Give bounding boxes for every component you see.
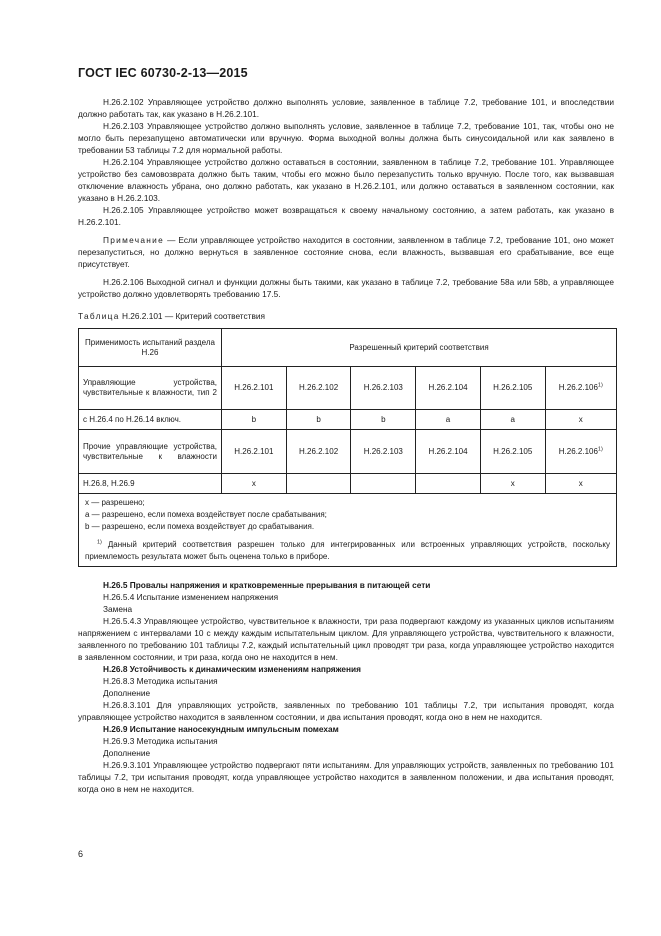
table-row xyxy=(79,367,617,410)
footnote-ref: 1) xyxy=(597,445,603,452)
table-cell xyxy=(416,474,481,494)
table-caption: Таблица Н.26.2.101 — Критерий соответствия xyxy=(78,311,265,321)
table-cell xyxy=(286,474,351,494)
section-heading: Н.26.5 Провалы напряжения и кратковременные прерывания в питающей сети xyxy=(103,580,431,590)
table-cell: x xyxy=(222,474,287,494)
table-cell: Н.26.2.102 xyxy=(286,430,351,474)
table-row xyxy=(79,410,617,430)
row-label: Управляющие устройства, чувствительные к влажности, тип 2 xyxy=(79,367,222,410)
note-paragraph xyxy=(78,234,614,270)
table-header-right: Разрешенный критерий соответствия xyxy=(222,329,617,367)
table-cell: x xyxy=(545,474,616,494)
table-cell: Н.26.2.106$^{1)}$ xyxy=(545,367,616,410)
section-heading: Н.26.9 Испытание наносекундным импульсным помехам xyxy=(103,724,339,734)
table-cell: b xyxy=(286,410,351,430)
document-header: ГОСТ IEC 60730-2-13—2015 xyxy=(78,66,248,80)
paragraph: Дополнение xyxy=(103,688,151,698)
row-label: с Н.26.4 по Н.26.14 включ. xyxy=(79,410,222,430)
paragraph: Н.26.2.104 Управляющее устройство должно оставаться в состоянии, заявленном в таблице 7.2, требование 101. Управляющее устройство без самовозврата должно быть таким, чтобы его можно было перезапустить только вручную. После того, как вызвавшая отключение влажность убрана, оно должно работать, как указано в Н.26.2.101, или должно оставаться в заявленном состоянии, как указано в Н.26.2.103. xyxy=(78,157,614,203)
table-cell: Н.26.2.105 xyxy=(480,430,545,474)
table-cell: x xyxy=(545,410,616,430)
footnote-ref: 1) xyxy=(597,382,603,389)
legend-item: a — разрешено, если помеха воздействует после срабатывания; xyxy=(85,510,327,519)
table-cell: Н.26.2.103 xyxy=(351,367,416,410)
paragraph: Н.26.8.3.101 Для управляющих устройств, заявленных по требованию 101 таблицы 7.2, три испытания проводят, когда управляющее устройство находится в заявленном состоянии, и два испытания проводят, когда оно в нем не находится. xyxy=(78,700,614,722)
subsection-heading: Н.26.8.3 Методика испытания xyxy=(103,676,218,686)
table-cell: Н.26.2.102 xyxy=(286,367,351,410)
paragraph: Н.26.2.105 Управляющее устройство может возвращаться к своему начальному состоянию, а затем работать, как указано в Н.26.2.101. xyxy=(78,205,614,227)
legend-item: x — разрешено; xyxy=(85,498,145,507)
paragraph: Н.26.2.103 Управляющее устройство должно выполнять условие, заявленное в таблице 7.2, требование 101, так, чтобы оно не могло быть перезапущено автоматически или вручную. Форма выходной волны должна быть синусоидальной или как заявлено в требовании 53 таблицы 7.2 для нормальной работы. xyxy=(78,121,614,155)
note-label: Примечание xyxy=(103,235,165,245)
paragraph: Замена xyxy=(103,604,133,614)
table-cell: x xyxy=(480,474,545,494)
subsection-heading: Н.26.9.3 Методика испытания xyxy=(103,736,218,746)
footnote-mark: 1) xyxy=(97,539,102,546)
section-heading: Н.26.8 Устойчивость к динамическим изменениям напряжения xyxy=(103,664,361,674)
compliance-table xyxy=(78,328,617,567)
table-cell: b xyxy=(222,410,287,430)
table-cell: Н.26.2.103 xyxy=(351,430,416,474)
table-cell: Н.26.2.106$^{1)}$ xyxy=(545,430,616,474)
page-number: 6 xyxy=(78,849,84,859)
paragraph: Н.26.2.106 Выходной сигнал и функции должны быть такими, как указано в таблице 7.2, требование 58а или 58b, а управляющее устройство должно удовлетворять требованию 17.5. xyxy=(78,277,614,299)
row-label: Н.26.8, Н.26.9 xyxy=(79,474,222,494)
legend-item: b — разрешено, если помеха воздействует до срабатывания. xyxy=(85,522,315,531)
table-cell: a xyxy=(480,410,545,430)
table-cell: a xyxy=(416,410,481,430)
paragraph: Н.26.2.102 Управляющее устройство должно выполнять условие, заявленное в таблице 7.2, требование 101, и впоследствии должно работать так, как указано в Н.26.2.101. xyxy=(78,97,614,119)
paragraph: Н.26.5.4.3 Управляющее устройство, чувствительное к влажности, три раза подвергают каждому из указанных циклов испытаниям напряжением с интервалами 10 с между каждым испытательным циклом. Для управляющего устройства, чувствительного к влажности, заявленного по требованию 101 таблицы 7.2, каждый испытательный цикл проводят три раза, когда управляющее устройство находится в заявленном состоянии, и три раза, когда оно не находится в нем. xyxy=(78,616,614,662)
table-row xyxy=(79,474,617,494)
table-cell xyxy=(351,474,416,494)
table-header-left: Применимость испытаний раздела Н.26 xyxy=(79,329,222,367)
paragraph: Дополнение xyxy=(103,748,151,758)
table-notes-row xyxy=(79,494,617,567)
table-cell: b xyxy=(351,410,416,430)
row-label: Прочие управляющие устройства, чувствительные к влажности xyxy=(79,430,222,474)
table-cell: Н.26.2.104 xyxy=(416,430,481,474)
note-text: — Если управляющее устройство находится в состоянии, заявленном в таблице 7.2, требование 101, оно может перезапуститься, но должно вернуться в заявленное состояние снова, если влажность, вызвавшая его срабатывание, все еще присутствует. xyxy=(78,235,614,269)
paragraph: Н.26.9.3.101 Управляющее устройство подвергают пяти испытаниям. Для управляющих устройств, заявленных по требованию 101 таблицы 7.2, три испытания проводят, когда управляющее устройство находится в заявленном положении, и два испытания проводят, когда оно в нем не находится. xyxy=(78,760,614,794)
table-cell: Н.26.2.101 xyxy=(222,430,287,474)
table-row xyxy=(79,430,617,474)
subsection-heading: Н.26.5.4 Испытание изменением напряжения xyxy=(103,592,279,602)
table-footnote: $^{1)}$ Данный критерий соответствия разрешен только для интегрированных или встроенных управляющих устройств, поскольку приемлемость результата может быть оценена только в приборе. xyxy=(85,539,610,561)
table-cell: Н.26.2.104 xyxy=(416,367,481,410)
table-cell: Н.26.2.105 xyxy=(480,367,545,410)
page-content xyxy=(78,96,614,795)
table-cell: Н.26.2.101 xyxy=(222,367,287,410)
